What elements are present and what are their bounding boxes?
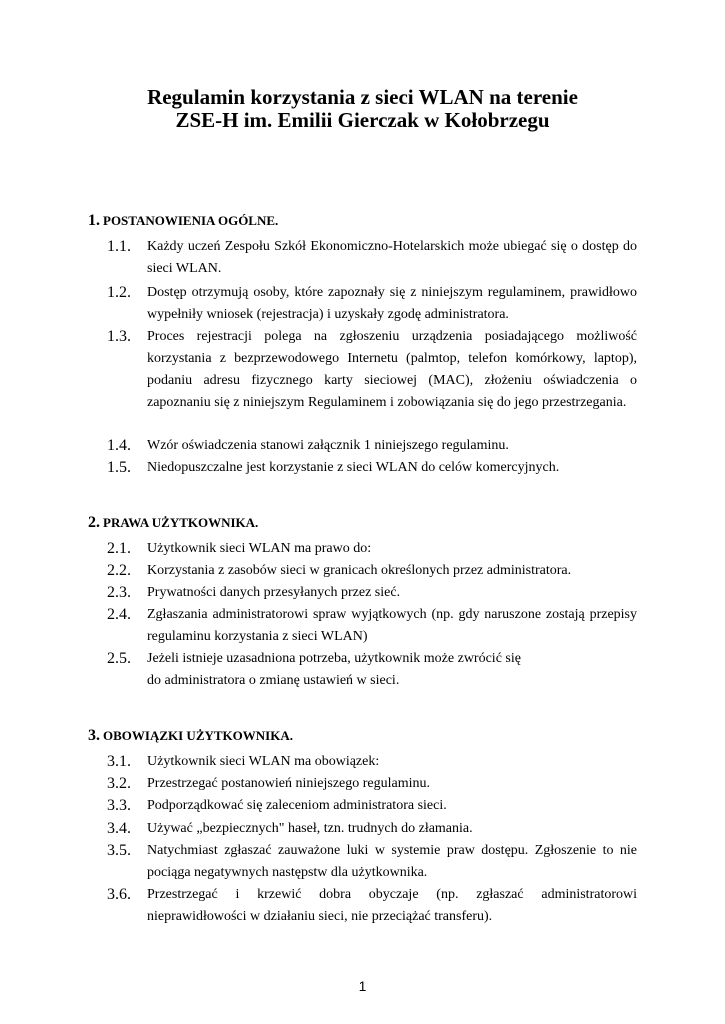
section-3-heading: 3. OBOWIĄZKI UŻYTKOWNIKA. bbox=[88, 727, 293, 744]
list-item: 1.4. Wzór oświadczenia stanowi załącznik 1 niniejszego regulaminu. bbox=[107, 437, 509, 454]
list-item: 2.2. Korzystania z zasobów sieci w granicach określonych przez administratora. bbox=[107, 562, 572, 579]
list-item: 2.4. Zgłaszania administratorowi spraw wyjątkowych (np. gdy naruszone zostają przepisy regulaminu korzystania z sieci WLAN) bbox=[107, 606, 637, 644]
list-item: 1.2. Dostęp otrzymują osoby, które zapoznały się z niniejszym regulaminem, prawidłowo wypełniły wniosek (rejestracja) i uzyskały zgodę administratora. bbox=[107, 284, 637, 322]
list-item: 3.3. Podporządkować się zaleceniom administratora sieci. bbox=[107, 797, 447, 814]
section-2-heading: 2. PRAWA UŻYTKOWNIKA. bbox=[88, 514, 259, 531]
list-item: 2.5. Jeżeli istnieje uzasadniona potrzeba, użytkownik może zwrócić się do administratora o zmianę ustawień w sieci. bbox=[107, 650, 521, 688]
list-item: 1.3. Proces rejestracji polega na zgłoszeniu urządzenia posiadającego możliwość korzystania z bezprzewodowego Internetu (palmtop, telefon komórkowy, laptop), podaniu adresu fizycznego karty sieciowej (MAC), złożeniu oświadczenia o zapoznaniu się z niniejszym Regulaminem i zobowiązania się do jego przestrzegania. bbox=[107, 328, 637, 410]
document-title bbox=[0, 86, 725, 132]
list-item: 2.1. Użytkownik sieci WLAN ma prawo do: bbox=[107, 540, 372, 557]
list-item: 3.1. Użytkownik sieci WLAN ma obowiązek: bbox=[107, 753, 380, 770]
list-item: 1.5. Niedopuszczalne jest korzystanie z sieci WLAN do celów komercyjnych. bbox=[107, 459, 560, 476]
list-item: 2.3. Prywatności danych przesyłanych przez sieć. bbox=[107, 584, 401, 601]
list-item: 1.1. Każdy uczeń Zespołu Szkół Ekonomiczno-Hotelarskich może ubiegać się o dostęp do sieci WLAN. bbox=[107, 238, 637, 276]
title-line-1: Regulamin korzystania z sieci WLAN na terenie bbox=[147, 85, 578, 109]
list-item: 3.6. Przestrzegać i krzewić dobra obyczaje (np. zgłaszać administratorowi nieprawidłowości w działaniu sieci, nie przeciążać transferu). bbox=[107, 886, 637, 924]
list-item: 3.4. Używać „bezpiecznych" haseł, tzn. trudnych do złamania. bbox=[107, 820, 473, 837]
title-line-2: ZSE-H im. Emilii Gierczak w Kołobrzegu bbox=[175, 108, 550, 132]
section-1-heading: 1. POSTANOWIENIA OGÓLNE. bbox=[88, 212, 279, 229]
list-item: 3.2. Przestrzegać postanowień niniejszego regulaminu. bbox=[107, 775, 431, 792]
list-item: 3.5. Natychmiast zgłaszać zauważone luki w systemie praw dostępu. Zgłoszenie to nie pociąga negatywnych następstw dla użytkownika. bbox=[107, 842, 637, 880]
page-number: 1 bbox=[358, 978, 367, 994]
